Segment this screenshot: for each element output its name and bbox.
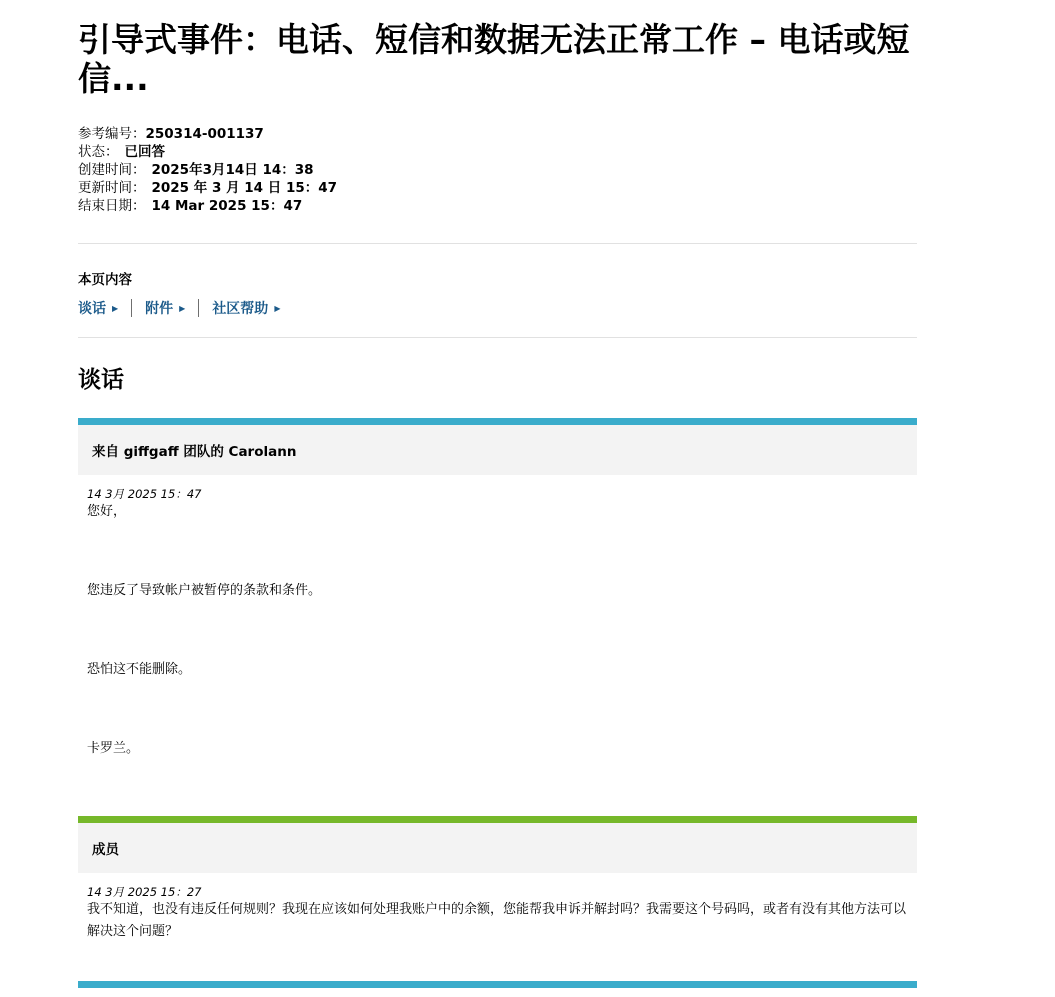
- meta-reference: [78, 125, 917, 143]
- message-paragraph: 您好，: [87, 504, 127, 519]
- toc-link-conversation[interactable]: [78, 298, 118, 318]
- meta-value: 250314-001137: [145, 126, 264, 142]
- toc-separator: [198, 299, 199, 317]
- page-title: 引导式事件：电话、短信和数据无法正常工作 – 电话或短信...: [78, 20, 910, 98]
- toc-link-attachments[interactable]: [145, 298, 185, 318]
- meta-value: 已回答: [124, 144, 165, 160]
- meta-label: 创建时间：: [78, 162, 146, 178]
- message-body: [78, 475, 917, 760]
- message-date: 14 3月 2025 15：27: [87, 885, 202, 899]
- divider: [78, 337, 917, 338]
- message-paragraph: 我不知道，也没有违反任何规则？我现在应该如何处理我账户中的余额，您能帮我申诉并解封吗？我需要这个号码吗，或者有没有其他方法可以解决这个问题？: [87, 902, 907, 939]
- message-date: 14 3月 2025 15：47: [87, 487, 202, 501]
- triangle-right-icon: ▶: [112, 303, 119, 313]
- toc-link-label: 社区帮助: [212, 301, 269, 317]
- toc-nav: [78, 298, 917, 318]
- meta-closed: [78, 197, 917, 215]
- message-staff: [78, 418, 917, 760]
- toc-link-label: 附件: [145, 301, 174, 317]
- toc-link-label: 谈话: [78, 301, 106, 317]
- meta-label: 结束日期：: [78, 198, 146, 214]
- conversation-heading: 谈话: [78, 367, 124, 393]
- message-accent-bar: [78, 816, 917, 823]
- message-next: [78, 981, 917, 988]
- meta-status: [78, 143, 917, 161]
- triangle-right-icon: ▶: [179, 303, 186, 313]
- meta-value: 2025年3月14日 14：38: [151, 162, 314, 178]
- message-accent-bar: [78, 418, 917, 425]
- meta-created: [78, 161, 917, 179]
- meta-value: 2025 年 3 月 14 日 15：47: [151, 180, 338, 196]
- toc-link-community-help[interactable]: [212, 298, 280, 318]
- message-author: 来自 giffgaff 团队的 Carolann: [78, 425, 917, 475]
- case-metadata: [78, 125, 917, 215]
- message-paragraph: 您违反了导致帐户被暂停的条款和条件。: [87, 583, 322, 598]
- message-accent-bar: [78, 981, 917, 988]
- toc-separator: [131, 299, 132, 317]
- toc-title: 本页内容: [78, 272, 132, 288]
- message-body: [78, 873, 917, 943]
- meta-updated: [78, 179, 917, 197]
- page-content: [78, 0, 917, 988]
- message-author: 成员: [78, 823, 917, 873]
- message-member: [78, 816, 917, 943]
- meta-label: 参考编号：: [78, 126, 146, 142]
- meta-label: 状态：: [78, 144, 119, 160]
- triangle-right-icon: ▶: [274, 303, 281, 313]
- meta-value: 14 Mar 2025 15：47: [151, 198, 303, 214]
- message-paragraph: 恐怕这不能删除。: [87, 662, 192, 677]
- message-paragraph: 卡罗兰。: [87, 741, 140, 756]
- meta-label: 更新时间：: [78, 180, 146, 196]
- divider: [78, 243, 917, 244]
